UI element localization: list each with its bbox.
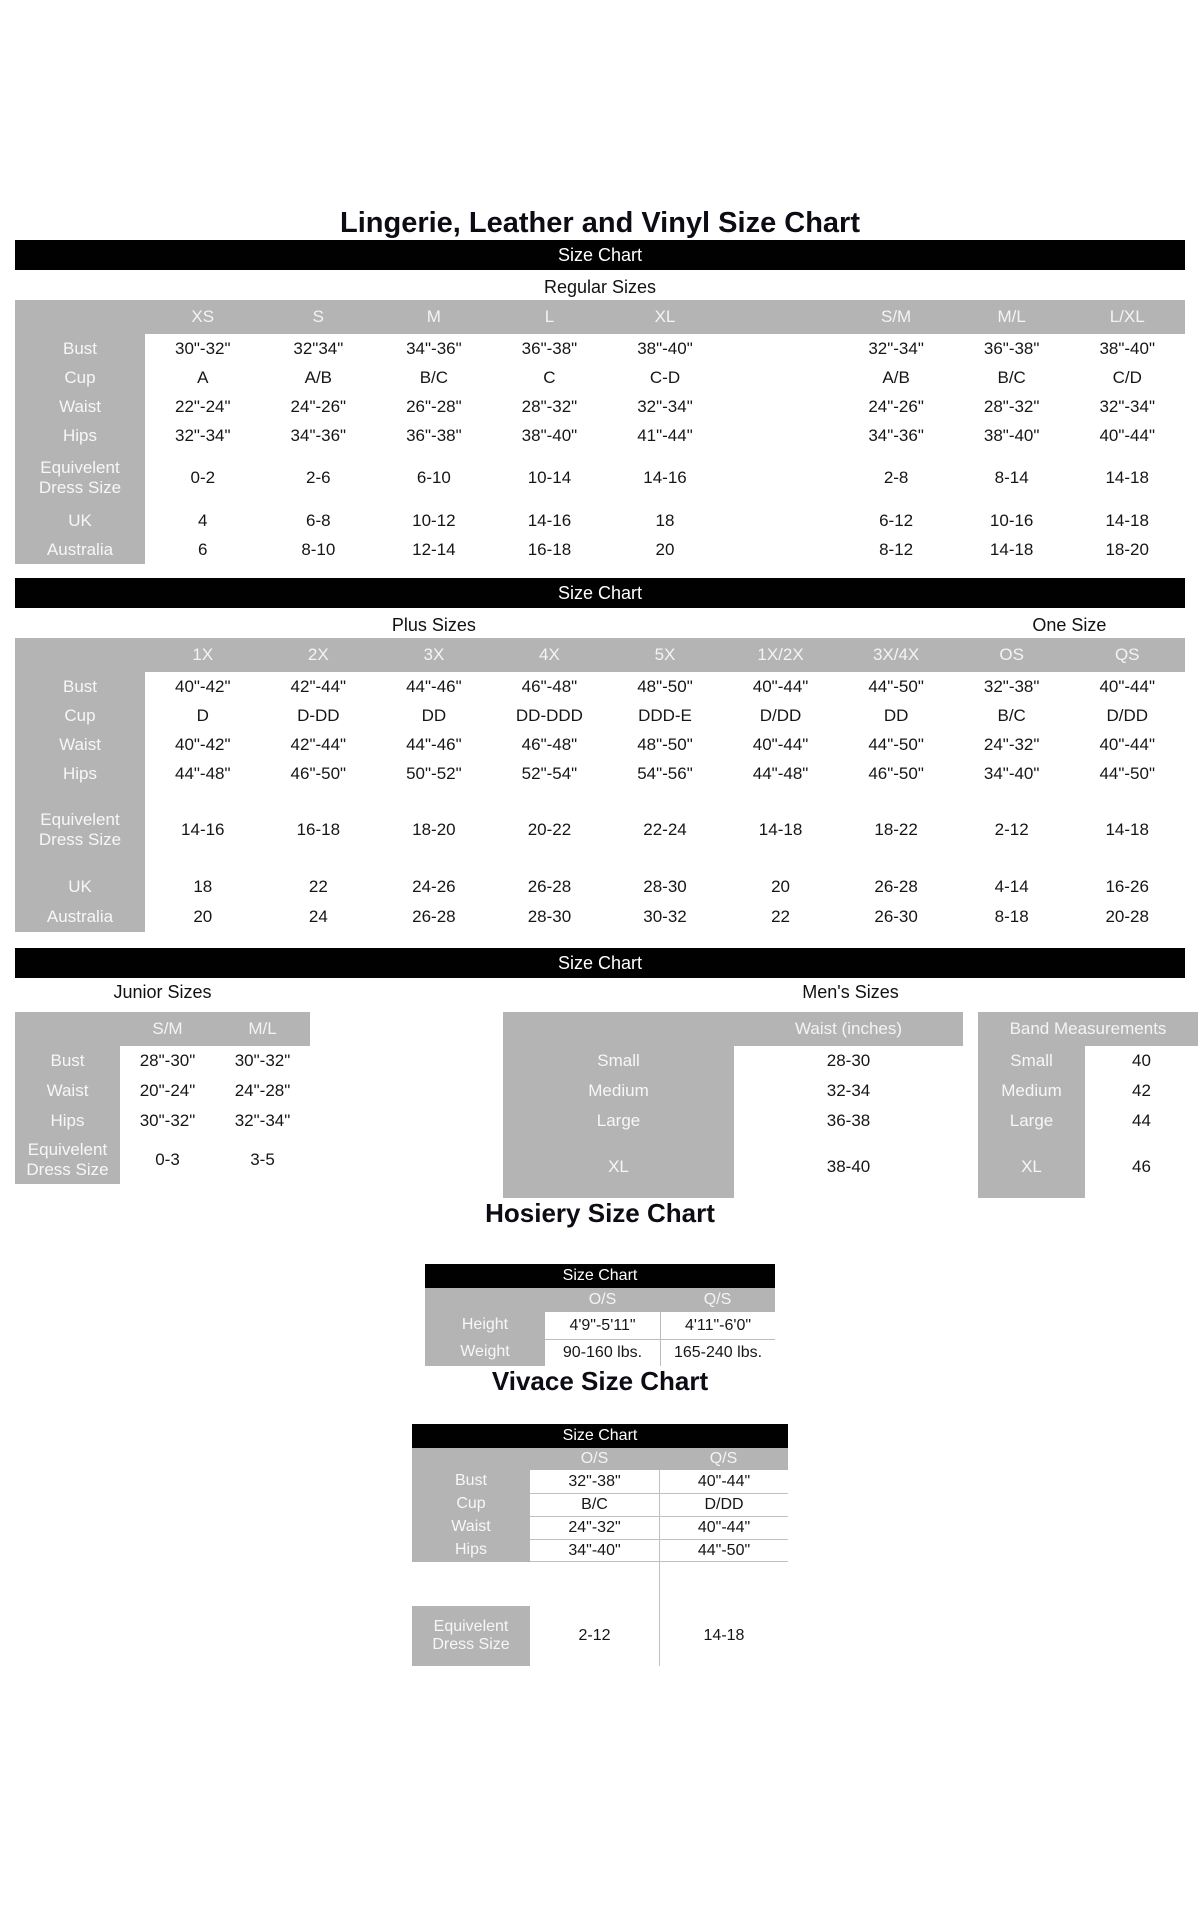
table-cell: 165-240 lbs.: [660, 1339, 775, 1366]
table-cell: 32"-34": [607, 392, 723, 421]
column-header: 1X: [145, 638, 261, 672]
column-header: 3X/4X: [838, 638, 954, 672]
table-cell: 44"-48": [723, 759, 839, 788]
row-label: Medium: [503, 1076, 734, 1106]
junior-sizes-label: Junior Sizes: [113, 982, 212, 1002]
table-cell: 42"-44": [261, 672, 377, 701]
row-label: Large: [503, 1106, 734, 1136]
table-cell: 32"34": [261, 334, 377, 363]
table-cell: [723, 450, 839, 506]
size-chart-bar-label: Size Chart: [562, 1267, 638, 1284]
table-cell: 90-160 lbs.: [545, 1339, 660, 1366]
table-cell: 44"-50": [838, 730, 954, 759]
vivace-table: [412, 1424, 788, 1666]
table-cell: 44"-50": [838, 672, 954, 701]
table-cell: 14-18: [1069, 506, 1185, 535]
row-label: Australia: [15, 902, 145, 932]
row-label: Cup: [412, 1493, 530, 1516]
table-cell: 28"-32": [954, 392, 1070, 421]
page-title: Lingerie, Leather and Vinyl Size Chart: [340, 207, 860, 239]
table-cell: 40"-44": [659, 1516, 788, 1539]
header-corner-cell: [15, 638, 145, 672]
header-corner-cell: [503, 1012, 734, 1046]
size-chart-bar: [425, 1264, 775, 1288]
table-cell: 40"-42": [145, 730, 261, 759]
table-cell: 18: [145, 872, 261, 902]
bottom-whitespace: [15, 1666, 1185, 1837]
table-cell: 8-18: [954, 902, 1070, 932]
table-cell: 44"-48": [145, 759, 261, 788]
table-cell: 54"-56": [607, 759, 723, 788]
table-cell: 10-12: [376, 506, 492, 535]
table-cell: 14-16: [492, 506, 608, 535]
column-header: XL: [607, 300, 723, 334]
table-cell: 28"-30": [120, 1046, 215, 1076]
table-cell: 24"-32": [954, 730, 1070, 759]
column-header: M/L: [954, 300, 1070, 334]
row-label: Hips: [15, 421, 145, 450]
regular-sizes-table: [15, 300, 1185, 564]
table-cell: [723, 535, 839, 564]
table-cell: C-D: [607, 363, 723, 392]
table-cell: 46"-50": [838, 759, 954, 788]
row-label: Medium: [978, 1076, 1085, 1106]
size-chart-bar-label: Size Chart: [557, 582, 643, 603]
one-size-label: One Size: [1032, 615, 1107, 635]
table-cell: 34"-40": [530, 1539, 659, 1562]
table-cell: 40"-44": [1069, 421, 1185, 450]
size-chart-bar-label: Size Chart: [562, 1427, 638, 1444]
row-label: UK: [15, 506, 145, 535]
table-cell: [723, 421, 839, 450]
table-cell: 16-18: [492, 535, 608, 564]
table-cell: B/C: [954, 363, 1070, 392]
table-cell: 14-18: [954, 535, 1070, 564]
table-cell: 6-8: [261, 506, 377, 535]
column-header: O/S: [530, 1448, 659, 1470]
table-cell: 34"-40": [954, 759, 1070, 788]
table-cell: 32"-34": [145, 421, 261, 450]
column-header: S/M: [120, 1012, 215, 1046]
table-cell: 26-28: [492, 872, 608, 902]
table-cell: C/D: [1069, 363, 1185, 392]
column-header: XS: [145, 300, 261, 334]
column-header: Q/S: [660, 1288, 775, 1312]
table-cell: 42"-44": [261, 730, 377, 759]
table-cell: 30-32: [607, 902, 723, 932]
table-cell: 18-20: [1069, 535, 1185, 564]
table-cell: 32"-34": [838, 334, 954, 363]
table-cell: 34"-36": [376, 334, 492, 363]
size-chart-bar-label: Size Chart: [557, 244, 643, 265]
table-cell: 40"-44": [1069, 730, 1185, 759]
row-label: Waist: [15, 730, 145, 759]
row-label: XL: [503, 1136, 734, 1198]
plus-sizes-table: [15, 638, 1185, 932]
header-corner-cell: [412, 1448, 530, 1470]
table-cell: 10-16: [954, 506, 1070, 535]
row-label: UK: [15, 872, 145, 902]
junior-mens-row: [15, 1012, 1185, 1198]
table-cell: 32-34: [734, 1076, 963, 1106]
table-cell: 8-12: [838, 535, 954, 564]
row-label: Hips: [412, 1539, 530, 1562]
table-cell: 2-8: [838, 450, 954, 506]
table-cell: 24: [261, 902, 377, 932]
table-cell: 12-14: [376, 535, 492, 564]
table-cell: 20"-24": [120, 1076, 215, 1106]
table-cell: 18: [607, 506, 723, 535]
table-cell: 24"-32": [530, 1516, 659, 1539]
table-cell: A: [145, 363, 261, 392]
column-header: S: [261, 300, 377, 334]
regular-sizes-label: Regular Sizes: [543, 277, 657, 297]
table-cell: B/C: [954, 701, 1070, 730]
mens-sizes-tables: [503, 1012, 1198, 1198]
table-cell: 24-26: [376, 872, 492, 902]
size-chart-bar: [15, 578, 1185, 608]
table-cell: DDD-E: [607, 701, 723, 730]
table-cell: 28"-32": [492, 392, 608, 421]
table-cell: 18-20: [376, 788, 492, 872]
table-cell: 24"-26": [838, 392, 954, 421]
row-label: Cup: [15, 363, 145, 392]
table-cell: 40"-44": [1069, 672, 1185, 701]
table-cell: 44"-50": [1069, 759, 1185, 788]
table-cell: 14-18: [659, 1606, 788, 1666]
table-cell: 46: [1085, 1136, 1198, 1198]
row-label: Bust: [15, 334, 145, 363]
header-corner-cell: [15, 1012, 120, 1046]
table-cell: 4: [145, 506, 261, 535]
table-cell: 28-30: [734, 1046, 963, 1076]
table-cell: 4'9"-5'11": [545, 1312, 660, 1339]
table-cell: D: [145, 701, 261, 730]
table-cell: 50"-52": [376, 759, 492, 788]
column-header: Band Measurements: [978, 1012, 1198, 1046]
table-cell: 0-3: [120, 1136, 215, 1184]
table-cell: 30"-32": [215, 1046, 310, 1076]
table-cell: 28-30: [607, 872, 723, 902]
table-cell: 2-12: [954, 788, 1070, 872]
table-cell: 2-12: [530, 1606, 659, 1666]
row-label: Small: [503, 1046, 734, 1076]
junior-mens-labels-row: [15, 982, 1185, 1006]
column-header: S/M: [838, 300, 954, 334]
table-cell: 22: [261, 872, 377, 902]
column-header: 3X: [376, 638, 492, 672]
table-cell: 44"-50": [659, 1539, 788, 1562]
table-cell: 40"-42": [145, 672, 261, 701]
row-label: Bust: [15, 1046, 120, 1076]
table-gap: [530, 1562, 659, 1606]
table-cell: 20: [723, 872, 839, 902]
table-cell: 6-12: [838, 506, 954, 535]
table-cell: 8-14: [954, 450, 1070, 506]
column-header: 2X: [261, 638, 377, 672]
column-header: QS: [1069, 638, 1185, 672]
table-cell: 14-18: [1069, 450, 1185, 506]
row-label: Large: [978, 1106, 1085, 1136]
table-cell: 36"-38": [376, 421, 492, 450]
table-cell: 4-14: [954, 872, 1070, 902]
table-cell: B/C: [530, 1493, 659, 1516]
table-cell: A/B: [261, 363, 377, 392]
row-label: Weight: [425, 1339, 545, 1366]
table-cell: 20-28: [1069, 902, 1185, 932]
table-cell: 14-16: [607, 450, 723, 506]
table-cell: 6: [145, 535, 261, 564]
table-cell: 24"-28": [215, 1076, 310, 1106]
table-cell: 36"-38": [492, 334, 608, 363]
table-cell: 34"-36": [261, 421, 377, 450]
table-cell: 32"-34": [215, 1106, 310, 1136]
vivace-title: Vivace Size Chart: [491, 1366, 709, 1396]
column-header: 4X: [492, 638, 608, 672]
table-cell: DD-DDD: [492, 701, 608, 730]
hosiery-grid: [425, 1288, 775, 1366]
table-cell: 44"-46": [376, 730, 492, 759]
row-label: Bust: [15, 672, 145, 701]
row-label: Equivelent Dress Size: [15, 1136, 120, 1184]
size-chart-bar-label: Size Chart: [557, 952, 643, 973]
table-cell: DD: [376, 701, 492, 730]
table-cell: 38"-40": [954, 421, 1070, 450]
table-cell: 20: [607, 535, 723, 564]
table-cell: D/DD: [659, 1493, 788, 1516]
table-cell: 20-22: [492, 788, 608, 872]
table-cell: D/DD: [1069, 701, 1185, 730]
table-gap: [412, 1562, 530, 1606]
table-cell: 36-38: [734, 1106, 963, 1136]
row-label: Equivelent Dress Size: [412, 1606, 530, 1666]
table-cell: 48"-50": [607, 730, 723, 759]
mens-band-table: [978, 1012, 1198, 1198]
row-label: Waist: [15, 1076, 120, 1106]
table-cell: 3-5: [215, 1136, 310, 1184]
table-cell: 24"-26": [261, 392, 377, 421]
row-label: Bust: [412, 1470, 530, 1493]
table-cell: 46"-50": [261, 759, 377, 788]
table-cell: [723, 363, 839, 392]
column-header: Q/S: [659, 1448, 788, 1470]
table-cell: 2-6: [261, 450, 377, 506]
row-label: XL: [978, 1136, 1085, 1198]
table-cell: 38"-40": [607, 334, 723, 363]
table-cell: DD: [838, 701, 954, 730]
table-cell: 14-18: [723, 788, 839, 872]
table-cell: 30"-32": [145, 334, 261, 363]
table-cell: 38"-40": [492, 421, 608, 450]
column-header: L: [492, 300, 608, 334]
table-cell: 40"-44": [723, 672, 839, 701]
vivace-grid: [412, 1448, 788, 1666]
table-cell: 26-30: [838, 902, 954, 932]
table-cell: 44"-46": [376, 672, 492, 701]
table-cell: 8-10: [261, 535, 377, 564]
table-cell: [723, 392, 839, 421]
table-cell: 14-16: [145, 788, 261, 872]
table-cell: 16-18: [261, 788, 377, 872]
column-header: O/S: [545, 1288, 660, 1312]
mens-sizes-label: Men's Sizes: [802, 982, 899, 1002]
column-header: 1X/2X: [723, 638, 839, 672]
row-label: Small: [978, 1046, 1085, 1076]
table-cell: [723, 506, 839, 535]
table-cell: 0-2: [145, 450, 261, 506]
table-cell: 26-28: [838, 872, 954, 902]
table-cell: 26"-28": [376, 392, 492, 421]
table-cell: [723, 334, 839, 363]
row-label: Cup: [15, 701, 145, 730]
table-cell: 40"-44": [659, 1470, 788, 1493]
table-cell: 22: [723, 902, 839, 932]
table-cell: 38-40: [734, 1136, 963, 1198]
table-cell: 46"-48": [492, 672, 608, 701]
plus-sizes-label: Plus Sizes: [391, 615, 476, 635]
table-cell: A/B: [838, 363, 954, 392]
table-cell: 48"-50": [607, 672, 723, 701]
column-header: OS: [954, 638, 1070, 672]
column-header: 5X: [607, 638, 723, 672]
table-cell: 4'11"-6'0": [660, 1312, 775, 1339]
header-corner-cell: [15, 300, 145, 334]
plus-one-size-labels-row: [15, 614, 1185, 636]
table-cell: 22-24: [607, 788, 723, 872]
table-cell: 22"-24": [145, 392, 261, 421]
table-cell: B/C: [376, 363, 492, 392]
size-chart-bar: [15, 240, 1185, 270]
row-label: Hips: [15, 1106, 120, 1136]
row-label: Equivelent Dress Size: [15, 788, 145, 872]
junior-sizes-table: [15, 1012, 310, 1184]
table-cell: D/DD: [723, 701, 839, 730]
table-cell: 41"-44": [607, 421, 723, 450]
table-cell: 32"-34": [1069, 392, 1185, 421]
row-label: Australia: [15, 535, 145, 564]
column-header: Waist (inches): [734, 1012, 963, 1046]
table-gap: [659, 1562, 788, 1606]
table-cell: 20: [145, 902, 261, 932]
table-cell: 30"-32": [120, 1106, 215, 1136]
table-cell: 36"-38": [954, 334, 1070, 363]
table-cell: 28-30: [492, 902, 608, 932]
size-chart-bar: [412, 1424, 788, 1448]
size-chart-page: [15, 0, 1185, 1837]
column-header: L/XL: [1069, 300, 1185, 334]
header-corner-cell: [425, 1288, 545, 1312]
column-header: [723, 300, 839, 334]
table-cell: 34"-36": [838, 421, 954, 450]
size-chart-bar: [15, 948, 1185, 978]
column-header: M: [376, 300, 492, 334]
row-label: Hips: [15, 759, 145, 788]
table-cell: D-DD: [261, 701, 377, 730]
hosiery-title: Hosiery Size Chart: [485, 1198, 715, 1228]
row-label: Height: [425, 1312, 545, 1339]
table-cell: 14-18: [1069, 788, 1185, 872]
table-cell: 10-14: [492, 450, 608, 506]
mens-waist-table: [503, 1012, 963, 1198]
table-cell: 40: [1085, 1046, 1198, 1076]
table-cell: 32"-38": [954, 672, 1070, 701]
table-cell: 40"-44": [723, 730, 839, 759]
row-label: Waist: [15, 392, 145, 421]
table-cell: 38"-40": [1069, 334, 1185, 363]
row-label: Waist: [412, 1516, 530, 1539]
table-cell: 26-28: [376, 902, 492, 932]
table-cell: 16-26: [1069, 872, 1185, 902]
table-cell: 42: [1085, 1076, 1198, 1106]
table-cell: 52"-54": [492, 759, 608, 788]
table-cell: 46"-48": [492, 730, 608, 759]
row-label: Equivelent Dress Size: [15, 450, 145, 506]
column-header: M/L: [215, 1012, 310, 1046]
hosiery-table: [425, 1264, 775, 1366]
table-cell: 44: [1085, 1106, 1198, 1136]
table-cell: 32"-38": [530, 1470, 659, 1493]
table-cell: 6-10: [376, 450, 492, 506]
table-cell: C: [492, 363, 608, 392]
table-cell: 18-22: [838, 788, 954, 872]
